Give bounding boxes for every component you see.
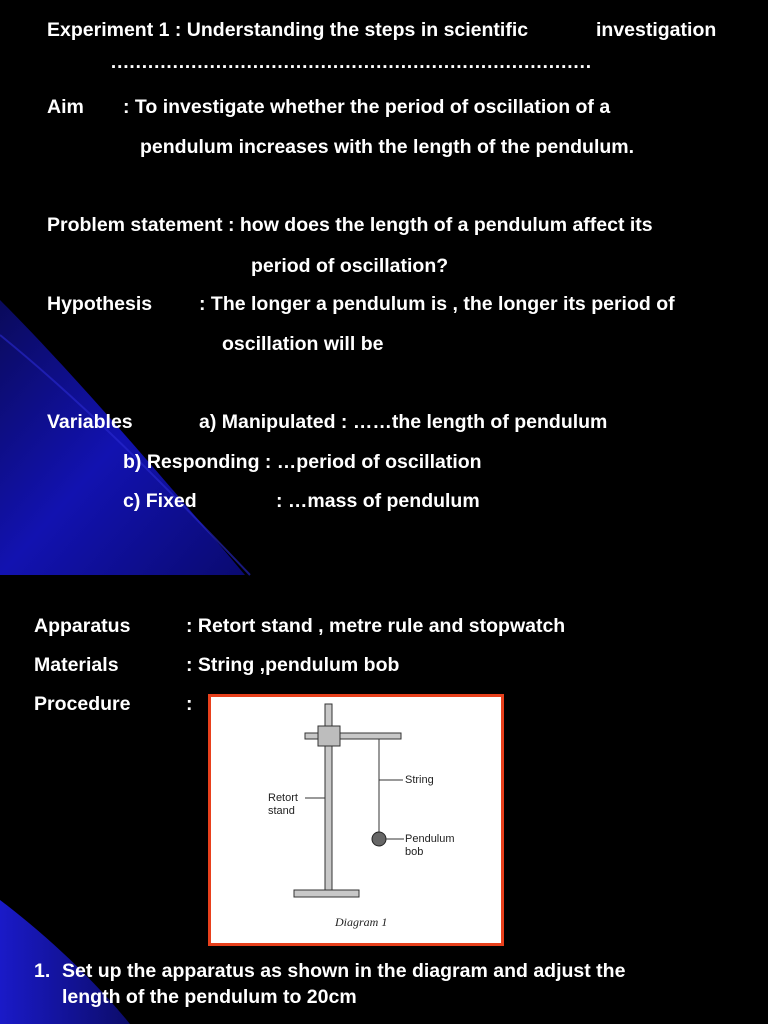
page-title: Experiment 1 : Understanding the steps in scientific: [47, 19, 529, 41]
apparatus-value: : Retort stand , metre rule and stopwatch: [186, 615, 566, 637]
materials-label: Materials: [34, 654, 119, 676]
diagram-label-retort-line1: Retort: [268, 792, 298, 804]
retort-stand-clamp: [318, 726, 340, 746]
variable-responding: b) Responding : …period of oscillation: [123, 451, 482, 473]
pendulum-diagram-drawing: [211, 697, 501, 943]
materials-value: : String ,pendulum bob: [186, 654, 400, 676]
aim-text-line2: pendulum increases with the length of the pendulum.: [140, 136, 635, 158]
pendulum-diagram: [208, 694, 504, 946]
pendulum-bob: [372, 832, 386, 846]
page-title-tail: investigation: [596, 19, 717, 41]
step-1-line1: Set up the apparatus as shown in the diagram and adjust the: [62, 960, 626, 982]
variable-fixed-label: c) Fixed: [123, 490, 197, 512]
variable-fixed-value: : …mass of pendulum: [276, 490, 480, 512]
step-1-number: 1.: [34, 960, 51, 982]
variable-manipulated: a) Manipulated : ……the length of pendulum: [199, 411, 608, 433]
diagram-label-bob-line2: bob: [405, 846, 424, 858]
aim-label: Aim: [47, 96, 84, 118]
step-1-line2: length of the pendulum to 20cm: [62, 986, 357, 1008]
diagram-label-bob-line1: Pendulum: [405, 833, 455, 845]
aim-text-line1: : To investigate whether the period of oscillation of a: [123, 96, 611, 118]
apparatus-label: Apparatus: [34, 615, 131, 637]
procedure-label: Procedure: [34, 693, 131, 715]
problem-statement-line1: Problem statement : how does the length of a pendulum affect its: [47, 214, 653, 236]
procedure-colon: :: [186, 693, 193, 715]
problem-statement-line2: period of oscillation?: [251, 255, 449, 277]
hypothesis-text-line2: oscillation will be: [222, 333, 384, 355]
variables-label: Variables: [47, 411, 133, 433]
hypothesis-label: Hypothesis: [47, 293, 153, 315]
diagram-label-retort-line2: stand: [268, 805, 295, 817]
retort-stand-base: [294, 890, 359, 897]
hypothesis-text-line1: : The longer a pendulum is , the longer its period of: [199, 293, 675, 315]
title-underline: ……………………………………………………………………: [110, 51, 591, 73]
diagram-label-string: String: [405, 774, 434, 786]
diagram-caption: Diagram 1: [335, 915, 388, 929]
